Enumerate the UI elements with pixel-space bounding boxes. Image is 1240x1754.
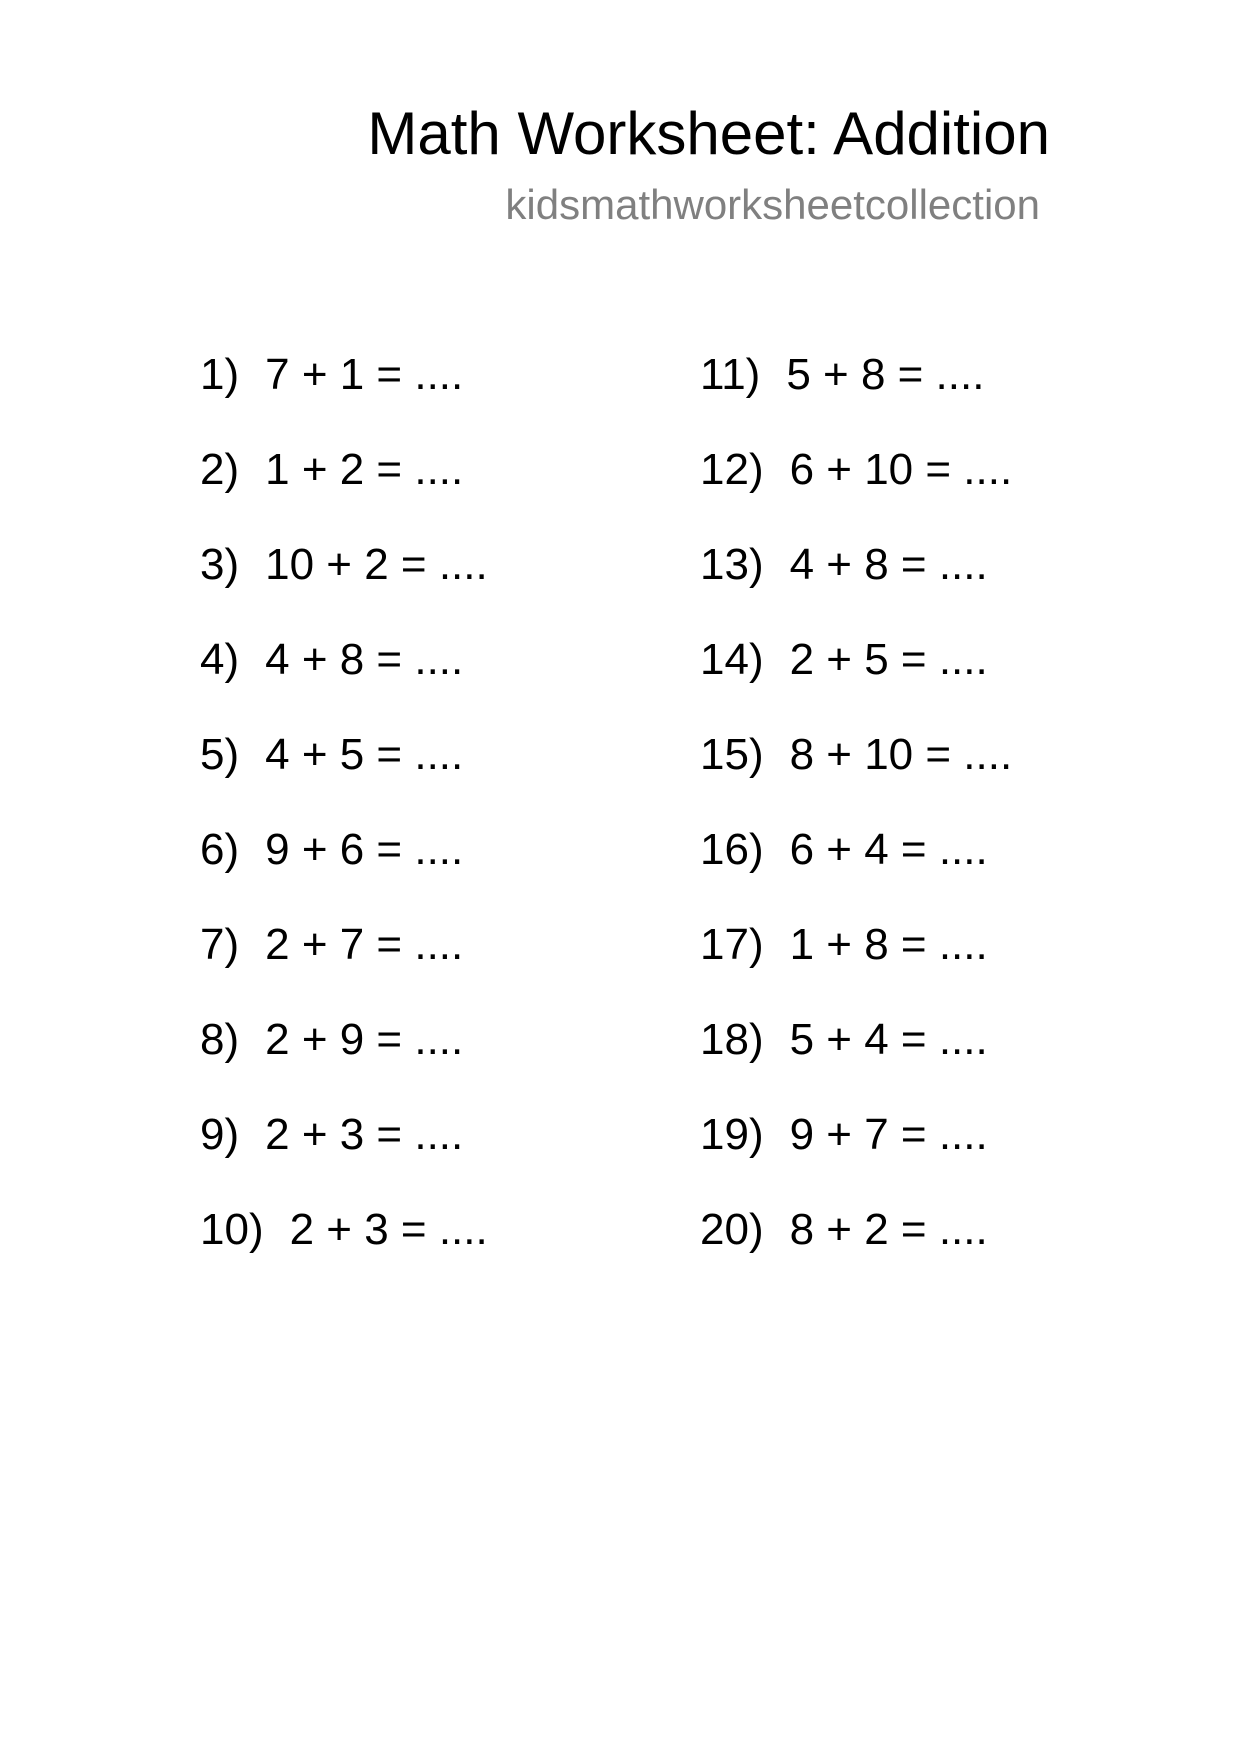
problem-expression: 10 + 2 = ....: [265, 540, 488, 589]
problem-16: [700, 820, 1012, 915]
problem-expression: 1 + 2 = ....: [265, 445, 464, 494]
problem-11: [700, 345, 1012, 440]
problem-10: [200, 1200, 488, 1295]
problem-number: 13): [700, 540, 764, 589]
problem-number: 2): [200, 445, 240, 494]
problem-2: [200, 440, 488, 535]
left-problem-column: [200, 345, 488, 1295]
problem-number: 4): [200, 635, 240, 684]
problem-20: [700, 1200, 1012, 1295]
problem-number: 17): [700, 920, 764, 969]
problem-expression: 1 + 8 = ....: [789, 920, 988, 969]
problem-3: [200, 535, 488, 630]
problem-expression: 7 + 1 = ....: [265, 350, 464, 399]
problem-expression: 9 + 7 = ....: [789, 1110, 988, 1159]
problem-number: 8): [200, 1015, 240, 1064]
problem-4: [200, 630, 488, 725]
problem-number: 11): [700, 350, 761, 399]
problem-list: [0, 345, 1240, 1285]
problem-expression: 4 + 8 = ....: [789, 540, 988, 589]
problem-6: [200, 820, 488, 915]
problem-number: 19): [700, 1110, 764, 1159]
problem-expression: 5 + 8 = ....: [786, 350, 985, 399]
problem-17: [700, 915, 1012, 1010]
problem-expression: 2 + 3 = ....: [265, 1110, 464, 1159]
problem-19: [700, 1105, 1012, 1200]
problem-number: 20): [700, 1205, 764, 1254]
problem-number: 15): [700, 730, 764, 779]
problem-expression: 6 + 4 = ....: [789, 825, 988, 874]
problem-14: [700, 630, 1012, 725]
problem-expression: 4 + 5 = ....: [265, 730, 464, 779]
problem-expression: 6 + 10 = ....: [789, 445, 1013, 494]
problem-8: [200, 1010, 488, 1105]
problem-expression: 2 + 7 = ....: [265, 920, 464, 969]
problem-number: 14): [700, 635, 764, 684]
problem-13: [700, 535, 1012, 630]
problem-12: [700, 440, 1012, 535]
problem-number: 10): [200, 1205, 264, 1254]
problem-18: [700, 1010, 1012, 1105]
problem-expression: 4 + 8 = ....: [265, 635, 464, 684]
problem-15: [700, 725, 1012, 820]
worksheet-subtitle: kidsmathworksheetcollection: [505, 181, 1040, 228]
problem-number: 5): [200, 730, 240, 779]
problem-expression: 5 + 4 = ....: [789, 1015, 988, 1064]
right-problem-column: [700, 345, 1012, 1295]
problem-7: [200, 915, 488, 1010]
worksheet-header: [367, 95, 1050, 233]
problem-expression: 2 + 3 = ....: [289, 1205, 488, 1254]
problem-number: 12): [700, 445, 764, 494]
problem-number: 7): [200, 920, 240, 969]
problem-5: [200, 725, 488, 820]
problem-number: 6): [200, 825, 240, 874]
problem-1: [200, 345, 488, 440]
problem-9: [200, 1105, 488, 1200]
problem-expression: 2 + 9 = ....: [265, 1015, 464, 1064]
problem-number: 9): [200, 1110, 240, 1159]
problem-number: 3): [200, 540, 240, 589]
problem-expression: 8 + 2 = ....: [789, 1205, 988, 1254]
problem-number: 1): [200, 350, 240, 399]
worksheet-title: Math Worksheet: Addition: [367, 100, 1050, 167]
problem-number: 16): [700, 825, 764, 874]
problem-number: 18): [700, 1015, 764, 1064]
problem-expression: 8 + 10 = ....: [789, 730, 1013, 779]
problem-expression: 2 + 5 = ....: [789, 635, 988, 684]
problem-expression: 9 + 6 = ....: [265, 825, 464, 874]
